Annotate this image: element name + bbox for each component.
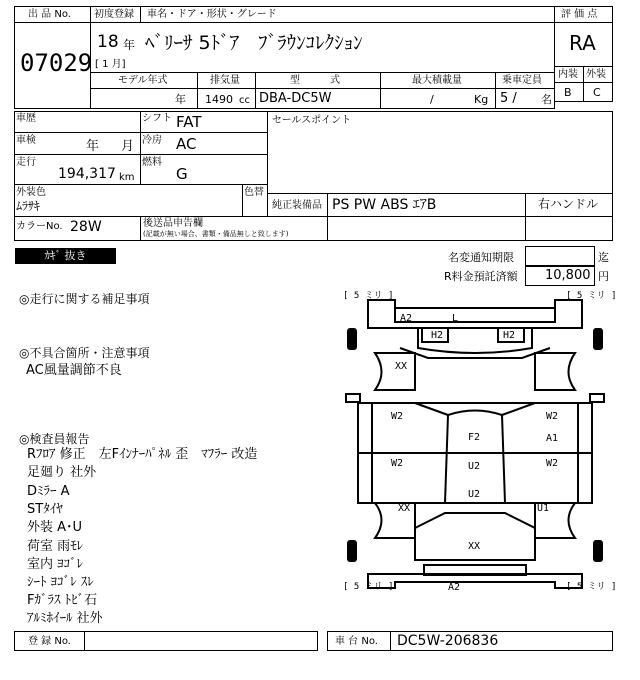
recycle-unit: 円	[598, 270, 609, 283]
interior-label: 内装	[558, 69, 578, 80]
recycle-label: R料金預託済額	[444, 270, 518, 283]
car-damage-diagram	[340, 288, 610, 604]
exterior-label: 外装	[586, 69, 606, 80]
inspector-label: ◎検査員報告	[19, 432, 90, 446]
damage-door-rear-left: W2	[391, 458, 404, 469]
inspector-item: ｼｰﾄ ﾖｺﾞﾚ ｽﾚ	[27, 575, 94, 590]
damage-roof-rear: U2	[468, 489, 481, 500]
chassis-label: 車 台 No.	[335, 636, 378, 647]
damage-headlight-right: H2	[503, 330, 516, 341]
displacement-value: 1490	[205, 93, 233, 106]
reg-no-label: 登 録 No.	[28, 636, 71, 647]
damage-pillar-right: A1	[546, 433, 559, 444]
damage-front-bumper: A2	[400, 313, 413, 324]
damage-quarter-left: XX	[398, 503, 411, 514]
sales-point-label: セールスポイント	[272, 115, 352, 126]
name-change-unit: 迄	[598, 251, 609, 264]
first-registration-label: 初度登録	[94, 9, 134, 20]
model-year-label: モデル年式	[118, 75, 168, 86]
mileage-label: 走行	[16, 157, 36, 168]
vehicle-type: DBA-DC5W	[259, 91, 332, 106]
damage-roof-front: U2	[468, 461, 481, 472]
tire-front-left: [ 5 ミリ ]	[343, 291, 394, 301]
inspector-item: ｱﾙﾐﾎｲｰﾙ 社外	[27, 611, 103, 626]
key-removed-badge	[15, 248, 116, 264]
displacement-label: 排気量	[210, 75, 240, 86]
name-change-label: 名変通知期限	[448, 251, 514, 264]
damage-door-rear-right: W2	[546, 458, 559, 469]
lot-number-label: 出 品 No.	[28, 9, 71, 20]
history-label: 車歴	[16, 113, 36, 124]
color-no-box	[14, 216, 613, 241]
registration-month: [ 1 月]	[95, 59, 126, 70]
interior-grade: B	[564, 86, 572, 99]
model-year-unit: 年	[175, 93, 186, 106]
registration-year-unit: 年	[123, 38, 136, 52]
score-value: RA	[569, 31, 596, 55]
inspector-item: 足廻り 社外	[27, 465, 97, 480]
name-change-box	[525, 246, 595, 266]
damage-rear-bumper: A2	[448, 582, 461, 593]
equipment-label: 純正装備品	[272, 200, 322, 211]
color-change-label: 色替	[244, 187, 264, 198]
damage-door-front-left: W2	[391, 411, 404, 422]
inspector-item: Rﾌﾛｱ 修正 左Fｲﾝﾅｰﾊﾟﾈﾙ 歪 ﾏﾌﾗｰ 改造	[27, 447, 258, 462]
post-report-label: 後送品申告欄	[143, 218, 203, 229]
ac-value: AC	[176, 135, 197, 153]
inspector-item: 外装 A･U	[27, 520, 83, 535]
tire-rear-left: [ 5 ミリ ]	[343, 582, 394, 592]
registration-year: 18	[97, 32, 119, 52]
inspection-year-unit: 年	[86, 139, 100, 154]
inspector-item: Fｶﾞﾗｽ ﾄﾋﾞ石	[27, 593, 98, 608]
color-no-value: 28W	[70, 219, 102, 235]
defect-item: AC風量調節不良	[26, 363, 122, 378]
exterior-grade: C	[593, 86, 601, 99]
mileage-unit: km	[119, 172, 135, 183]
chassis-number: DC5W-206836	[397, 633, 499, 649]
defects-label: ◎不具合箇所・注意事項	[19, 346, 150, 360]
capacity-label: 乗車定員	[502, 75, 542, 86]
score-label: 評 価 点	[561, 9, 598, 20]
fuel-label: 燃料	[142, 157, 162, 168]
fuel-value: G	[176, 165, 188, 183]
inspector-item: 荷室 雨ﾓﾚ	[27, 539, 84, 554]
inspector-item: 室内 ﾖｺﾞﾚ	[27, 557, 84, 572]
damage-door-front-right: W2	[546, 411, 559, 422]
displacement-unit: cc	[239, 95, 250, 106]
damage-windshield: F2	[468, 432, 481, 443]
tire-front-right: [ 5 ミリ ]	[566, 291, 617, 301]
capacity-unit: 名	[541, 93, 552, 106]
shift-value: FAT	[176, 113, 202, 131]
max-load-label: 最大積載量	[412, 75, 462, 86]
damage-front-grille: L	[452, 313, 459, 324]
inspection-month-unit: 月	[121, 139, 135, 154]
inspection-label: 車検	[16, 135, 36, 146]
recycle-value: 10,800	[545, 268, 591, 283]
shift-label: シフト	[142, 113, 172, 124]
key-removed-text: ｶｷﾞ 抜き	[44, 249, 87, 262]
type-label: 型 式	[290, 75, 340, 86]
car-info-label: 車名・ドア・形状・グレード	[147, 9, 277, 20]
mileage-value: 194,317	[58, 166, 116, 182]
car-name: ﾍﾞﾘｰｻ 5ﾄﾞｱ ﾌﾞﾗｳﾝｺﾚｸｼｮﾝ	[145, 32, 363, 54]
tire-rear-right: [ 5 ミリ ]	[566, 582, 617, 592]
inspector-item: Dﾐﾗｰ A	[27, 484, 70, 499]
color-value: ﾑﾗｻｷ	[16, 199, 41, 213]
details-box	[14, 111, 268, 217]
damage-headlight-left: H2	[431, 330, 444, 341]
color-no-label: カラーNo.	[16, 221, 63, 232]
damage-trunk: XX	[468, 541, 481, 552]
lot-number: 07029	[20, 49, 93, 77]
capacity-value: 5 /	[500, 91, 517, 106]
supplement-label: ◎走行に関する補足事項	[19, 292, 150, 306]
inspector-item: STﾀｲﾔ	[27, 502, 63, 517]
max-load-slash: /	[430, 93, 434, 106]
ac-label: 冷房	[142, 135, 162, 146]
damage-front-fender-left: XX	[395, 361, 408, 372]
handle-value: 右ハンドル	[538, 197, 599, 211]
max-load-unit: Kg	[474, 93, 489, 106]
equipment-value: PS PW ABS ｴｱB	[332, 197, 437, 213]
post-report-note: (記載が無い場合、書類・備品無しと致します)	[143, 230, 289, 238]
color-label: 外装色	[16, 187, 46, 198]
damage-quarter-right: U1	[537, 503, 550, 514]
